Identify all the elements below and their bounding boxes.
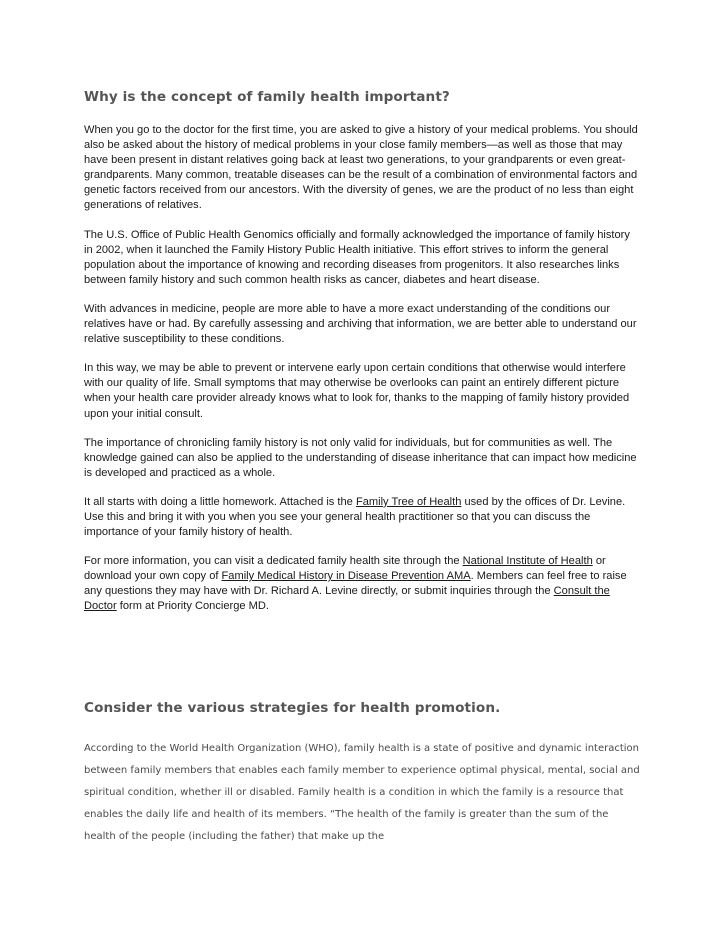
paragraph-public-health-genomics: The U.S. Office of Public Health Genomics officially and formally acknowledged the importance of family history in 2002, when it launched the Family History Public Health initiative. This effort strives to inform the general population about the importance of knowing and recording diseases from progenitors. It also researches links between family history and such common health risks as cancer, diabetes and heart disease. xyxy=(84,228,630,286)
paragraph-prevention: In this way, we may be able to prevent or intervene early upon certain conditions that otherwise would interfere with our quality of life. Small symptoms that may otherwise be overlooks can paint an entirely different picture when your health care provider already knows what to look for, thanks to the mapping of family history provided upon your initial consult. xyxy=(84,362,630,420)
paragraph-text: It all starts with doing a little homework. Attached is the xyxy=(84,495,356,508)
paragraph-text: For more information, you can visit a dedicated family health site through the xyxy=(84,555,463,568)
family-tree-of-health-link[interactable]: Family Tree of Health xyxy=(355,495,462,508)
paragraph-who-definition: According to the World Health Organization (WHO), family health is a state of positive and dynamic interaction between family members that enables each family member to experience optimal physical, mental, social and spiritual condition, whether ill or disabled. Family health is a condition in which the family is a resource that enables the daily life and health of its members. “The health of the family is greater than the sum of the health of the people (including the father) that make up the xyxy=(84,743,640,842)
paragraph-medical-history: When you go to the doctor for the first time, you are asked to give a history of your medical problems. You should also be asked about the history of medical problems in your close family members—as well as those that may have been present in distant relatives going back at least two generations, to your grandparents or even great-grandparents. Many common, treatable diseases can be the result of a combination of environmental factors and genetic factors received from our ancestors. With the diversity of genes, we are the product of no less than eight generations of relatives. xyxy=(84,124,638,212)
paragraph-chronicling-history: The importance of chronicling family history is not only valid for individuals, but for communities as well. The knowledge gained can also be applied to the understanding of disease inheritance that can impact how medicine is developed and practiced as a whole. xyxy=(84,436,637,479)
paragraph-homework xyxy=(84,495,639,540)
paragraph-advances-in-medicine: With advances in medicine, people are more able to have a more exact understanding of the conditions our relatives have or had. By carefully assessing and archiving that information, we are better able to understand our relative susceptibility to these conditions. xyxy=(84,302,637,346)
paragraph-text: form at Priority Concierge MD. xyxy=(116,600,269,613)
section-heading-family-health: Why is the concept of family health important? xyxy=(84,89,450,105)
paragraph-text: . Members can feel free to raise any questions they may have with Dr. Richard A. Levine directly, or submit inquiries through the xyxy=(84,570,627,598)
national-institute-of-health-link[interactable]: National Institute of Health xyxy=(462,555,593,568)
section-heading-health-promotion: Consider the various strategies for health promotion. xyxy=(84,700,501,716)
paragraph-text: or download your own copy of xyxy=(84,555,606,583)
paragraph-text: used by the offices of Dr. Levine. Use this and bring it with you when you see your general health practitioner so that you can discuss the importance of your family history of health. xyxy=(84,495,626,539)
consult-the-doctor-link[interactable]: Consult the Doctor xyxy=(84,585,610,613)
section-body-family-health xyxy=(84,123,639,629)
section-body-health-promotion xyxy=(84,738,640,848)
family-medical-history-ama-link[interactable]: Family Medical History in Disease Prevention AMA xyxy=(221,570,471,583)
paragraph-more-information xyxy=(84,554,639,614)
